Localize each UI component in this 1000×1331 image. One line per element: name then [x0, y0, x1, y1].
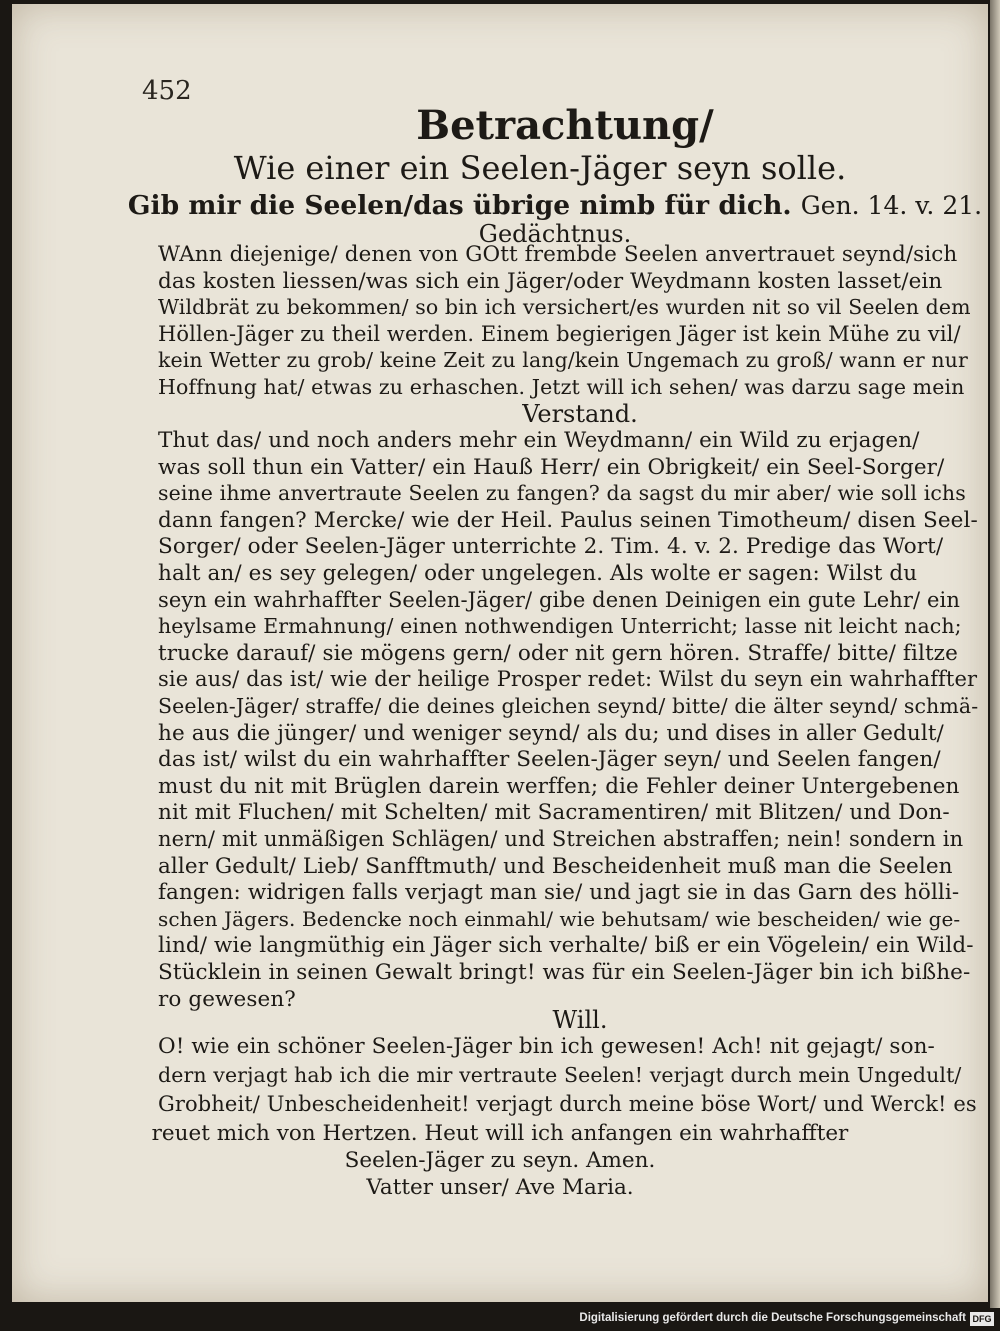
closing-line: reuet mich von Hertzen. Heut will ich anfangen ein wahrhaffter [151, 1121, 849, 1146]
gedaechtnus-line: Wildbrät zu bekommen/ so bin ich versichert/es wurden nit so vil Seelen dem [158, 295, 971, 319]
will-line: Grobheit/ Unbescheidenheit! verjagt durch meine böse Wort/ und Werck! es [158, 1092, 977, 1116]
verstand-line: Stücklein in seinen Gewalt bringt! was für ein Seelen-Jäger bin ich bißhe- [158, 960, 971, 985]
scan-edge [990, 0, 1000, 1310]
will-line: dern verjagt hab ich die mir vertraute Seelen! verjagt durch mein Ungedult/ [158, 1063, 962, 1087]
heading-will: Will. [552, 1006, 608, 1034]
verstand-line: Seelen-Jäger/ straffe/ die deines gleichen seynd/ bitte/ die älter seynd/ schmä- [158, 694, 979, 718]
verstand-line: ro gewesen? [158, 986, 296, 1012]
verstand-line: schen Jägers. Bedencke noch einmahl/ wie behutsam/ wie bescheiden/ wie ge- [158, 906, 961, 931]
verstand-line: dann fangen? Mercke/ wie der Heil. Paulus seinen Timotheum/ disen Seel- [158, 507, 978, 533]
motto-reference: Gen. 14. v. 21. [800, 191, 983, 220]
verstand-line: aller Gedult/ Lieb/ Sanfftmuth/ und Bescheidenheit muß man die Seelen [158, 853, 953, 879]
verstand-line: sie aus/ das ist/ wie der heilige Prosper redet: Wilst du seyn ein wahrhaffter [158, 667, 978, 692]
gedaechtnus-line: kein Wetter zu grob/ keine Zeit zu lang/kein Ungemach zu groß/ wann er nur [158, 348, 968, 372]
page-title: Betrachtung/ [416, 102, 714, 149]
verstand-line: das ist/ wilst du ein wahrhaffter Seelen-Jäger seyn/ und Seelen fangen/ [158, 747, 941, 773]
page-number: 452 [142, 76, 192, 106]
page-subtitle: Wie einer ein Seelen-Jäger seyn solle. [233, 149, 847, 187]
dfg-logo: DFG [970, 1312, 994, 1326]
verstand-line: seyn ein wahrhaffter Seelen-Jäger/ gibe denen Deinigen ein gute Lehr/ ein [158, 587, 960, 612]
verstand-line: Sorger/ oder Seelen-Jäger unterrichte 2. Tim. 4. v. 2. Predige das Wort/ [158, 534, 944, 560]
verstand-line: fangen: widrigen falls verjagt man sie/ und jagt sie in das Garn des hölli- [158, 880, 960, 906]
verstand-line: nern/ mit unmäßigen Schlägen/ und Streichen abstraffen; nein! sondern in [158, 827, 964, 851]
verstand-line: lind/ wie langmüthig ein Jäger sich verhalte/ biß er ein Vögelein/ ein Wild- [158, 933, 974, 959]
verstand-line: Thut das/ und noch anders mehr ein Weydmann/ ein Wild zu erjagen/ [158, 428, 920, 453]
verstand-line: seine ihme anvertraute Seelen zu fangen? da sagst du mir aber/ wie soll ichs [158, 481, 966, 506]
heading-verstand: Verstand. [522, 400, 638, 428]
gedaechtnus-line: Hoffnung hat/ etwas zu erhaschen. Jetzt will ich sehen/ was darzu sage mein [158, 374, 965, 399]
footer-bar [0, 1308, 1000, 1331]
will-line: O! wie ein schöner Seelen-Jäger bin ich gewesen! Ach! nit gejagt/ son- [158, 1034, 935, 1059]
verstand-line: trucke darauf/ sie mögens gern/ oder nit gern hören. Straffe/ bitte/ filtze [158, 640, 958, 666]
closing-line: Vatter unser/ Ave Maria. [366, 1175, 634, 1200]
closing-line: Seelen-Jäger zu seyn. Amen. [344, 1148, 656, 1173]
verstand-line: halt an/ es sey gelegen/ oder ungelegen. Als wolte er sagen: Wilst du [158, 561, 918, 586]
footer-credit: Digitalisierung gefördert durch die Deutsche Forschungsgemeinschaft [579, 1312, 966, 1324]
gedaechtnus-line: das kosten liessen/was sich ein Jäger/oder Weydmann kosten lasset/ein [158, 268, 943, 294]
verstand-line: heylsame Ermahnung/ einen nothwendigen Unterricht; lasse nit leicht nach; [158, 614, 962, 639]
book-page [12, 4, 988, 1302]
motto [12, 190, 988, 221]
gedaechtnus-line: Höllen-Jäger zu theil werden. Einem begierigen Jäger ist kein Mühe zu vil/ [158, 321, 961, 346]
verstand-line: must du nit mit Brüglen darein werffen; die Fehler deiner Untergebenen [158, 773, 960, 799]
motto-text: Gib mir die Seelen/das übrige nimb für dich. [127, 190, 792, 221]
heading-gedaechtnus: Gedächtnus. [478, 220, 632, 248]
verstand-line: was soll thun ein Vatter/ ein Hauß Herr/ ein Obrigkeit/ ein Seel-Sorger/ [158, 454, 945, 480]
verstand-line: nit mit Fluchen/ mit Schelten/ mit Sacramentiren/ mit Blitzen/ und Don- [158, 800, 950, 826]
verstand-line: he aus die jünger/ und weniger seynd/ als du; und dises in aller Gedult/ [158, 720, 944, 746]
gedaechtnus-line: WAnn diejenige/ denen von GOtt frembde Seelen anvertrauet seynd/sich [158, 242, 958, 267]
